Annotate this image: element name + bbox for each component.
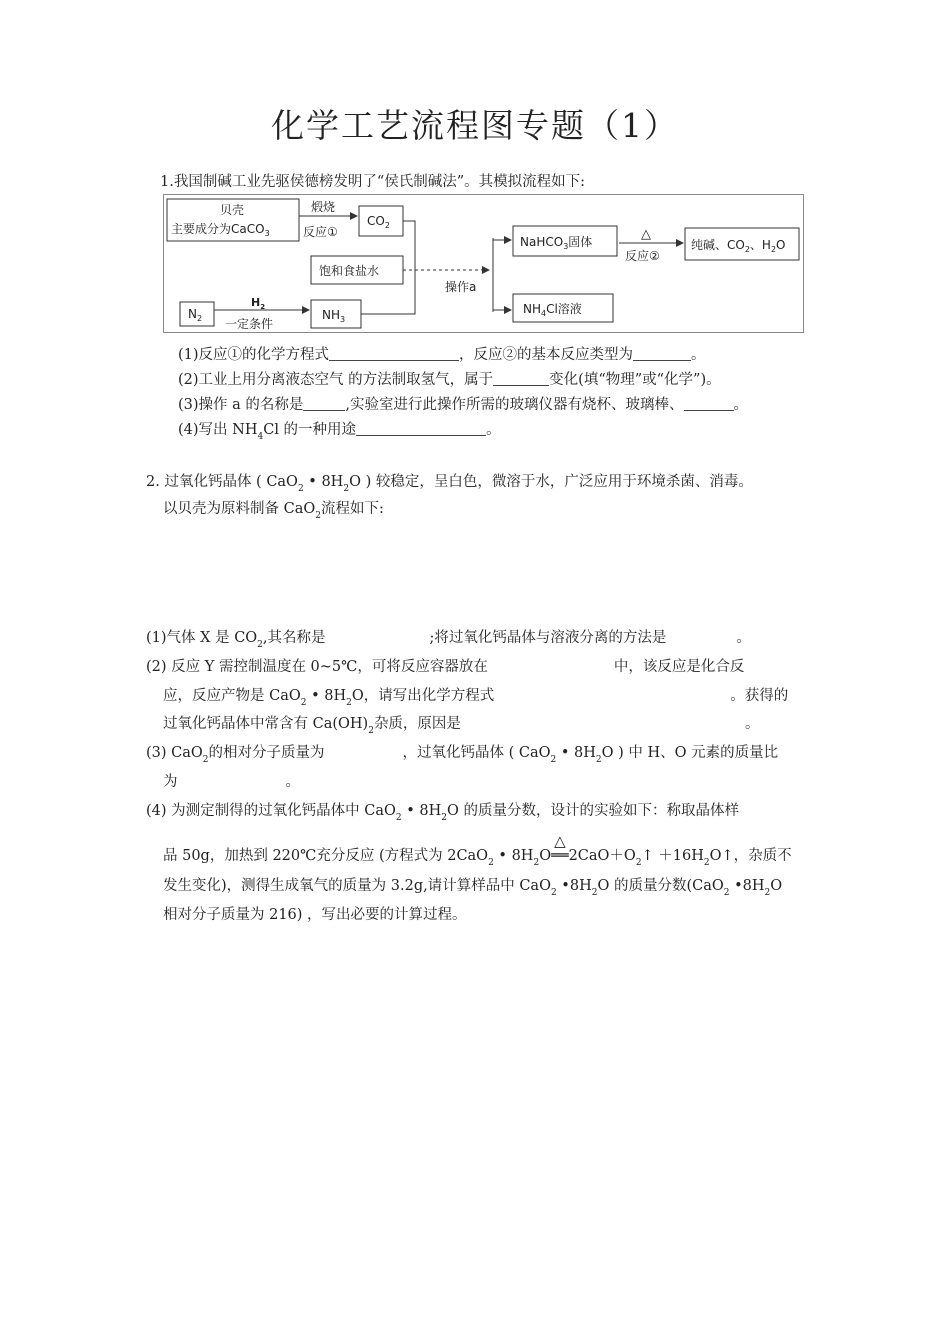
q1-intro: 1.我国制碱工业先驱侯德榜发明了“侯氏制碱法”。其模拟流程如下:: [160, 174, 586, 190]
h2-label: $H_2$: [251, 296, 266, 311]
q1-sub1: (1)反应①的化学方程式 ，反应②的基本反应类型为 。: [178, 347, 706, 363]
calcine-label: 煅烧: [311, 200, 336, 214]
co2-label: $CO_2$: [367, 214, 390, 230]
q2-sub2-line3: 过氧化钙晶体中常含有 $Ca(OH)_2$杂质，原因是 。: [163, 716, 760, 736]
answer-blank[interactable]: [356, 421, 486, 436]
q1-sub4: (4)写出 $NH_4Cl$ 的一种用途 。: [178, 422, 501, 442]
q2-sub4-line4: 相对分子质量为 216) ，写出必要的计算过程。: [163, 907, 467, 923]
q2-line1: 2. 过氧化钙晶体 ( CaO$_2$ • $8H_2O$ ) 较稳定，呈白色，微溶于水，广泛应用于环境杀菌、消毒。: [146, 474, 753, 494]
q2-sub4-line3: 发生变化)，测得生成氧气的质量为 3.2g,请计算样品中 CaO$_2$ $•8H_2O$ 的质量分数(CaO$_2$ $•8H_2O$: [163, 878, 783, 898]
answer-blank[interactable]: [684, 396, 734, 411]
nh3-label: $NH_3$: [322, 308, 346, 324]
answer-blank[interactable]: [303, 396, 345, 411]
answer-blank[interactable]: [329, 346, 459, 361]
shell-label-1: 贝壳: [220, 203, 245, 217]
products-label: 纯碱、$CO_2$、$H_2O$: [691, 238, 786, 254]
q2-sub2-line2: 应，反应产物是 CaO$_2$ • $8H_2O$，请写出化学方程式 。获得的: [163, 688, 789, 708]
n2-label: $N_2$: [188, 307, 203, 323]
q2-sub2-line1: (2) 反应 Y 需控制温度在 0~5℃，可将反应容器放在 中，该反应是化合反: [146, 659, 745, 675]
equals-sign: ══: [551, 848, 569, 864]
page-title: 化学工艺流程图专题（1）: [271, 106, 679, 145]
reaction2-label: 反应②: [625, 249, 660, 263]
q1-flow-diagram: [163, 194, 805, 334]
q2-sub3-line2: 为 。: [163, 774, 300, 790]
q2-sub4-line2: 品 50g，加热到 220℃充分反应 (方程式为 2CaO$_2$ • $8H_2O$ △ $══2CaO+O_2↑$ $+16H_2O↑$，杂质不: [163, 832, 792, 868]
q2-sub1: (1)气体 X 是 $CO_2$,其名称是 ;将过氧化钙晶体与溶液分离的方法是 。: [146, 630, 751, 650]
q2-line2: 以贝壳为原料制备 CaO$_2$流程如下:: [163, 501, 384, 521]
heat-symbol: △: [554, 832, 566, 850]
line-co2-down: [403, 221, 415, 270]
q1-sub2: (2)工业上用分离液态空气 的方法制取氢气，属于 变化(填“物理”或“化学”)。: [178, 372, 721, 388]
answer-blank[interactable]: [493, 371, 549, 386]
q2-sub4-line1: (4) 为测定制得的过氧化钙晶体中 CaO$_2$ • $8H_2O$ 的质量分数，设计的实验如下：称取晶体样: [146, 803, 740, 823]
nahco3-label: NaHCO$_3$固体: [520, 235, 593, 251]
brine-label: 饱和食盐水: [319, 264, 380, 278]
reaction1-label: 反应①: [303, 225, 338, 239]
op-a-label: 操作a: [445, 280, 477, 294]
nh4cl-label: $NH_4Cl$溶液: [523, 302, 582, 318]
answer-blank[interactable]: [633, 346, 691, 361]
q2-sub3-line1: (3) CaO$_2$的相对分子质量为 ，过氧化钙晶体 ( CaO$_2$ • $8H_2O$ ) 中 H、O 元素的质量比: [146, 745, 779, 765]
shell-label-2: 主要成分为CaCO$_3$: [171, 222, 270, 238]
condition-label: 一定条件: [225, 317, 274, 331]
heat-symbol: △: [641, 227, 651, 242]
q1-sub3: (3)操作 a 的名称是 ,实验室进行此操作所需的玻璃仪器有烧杯、玻璃棒、 。: [178, 397, 749, 413]
